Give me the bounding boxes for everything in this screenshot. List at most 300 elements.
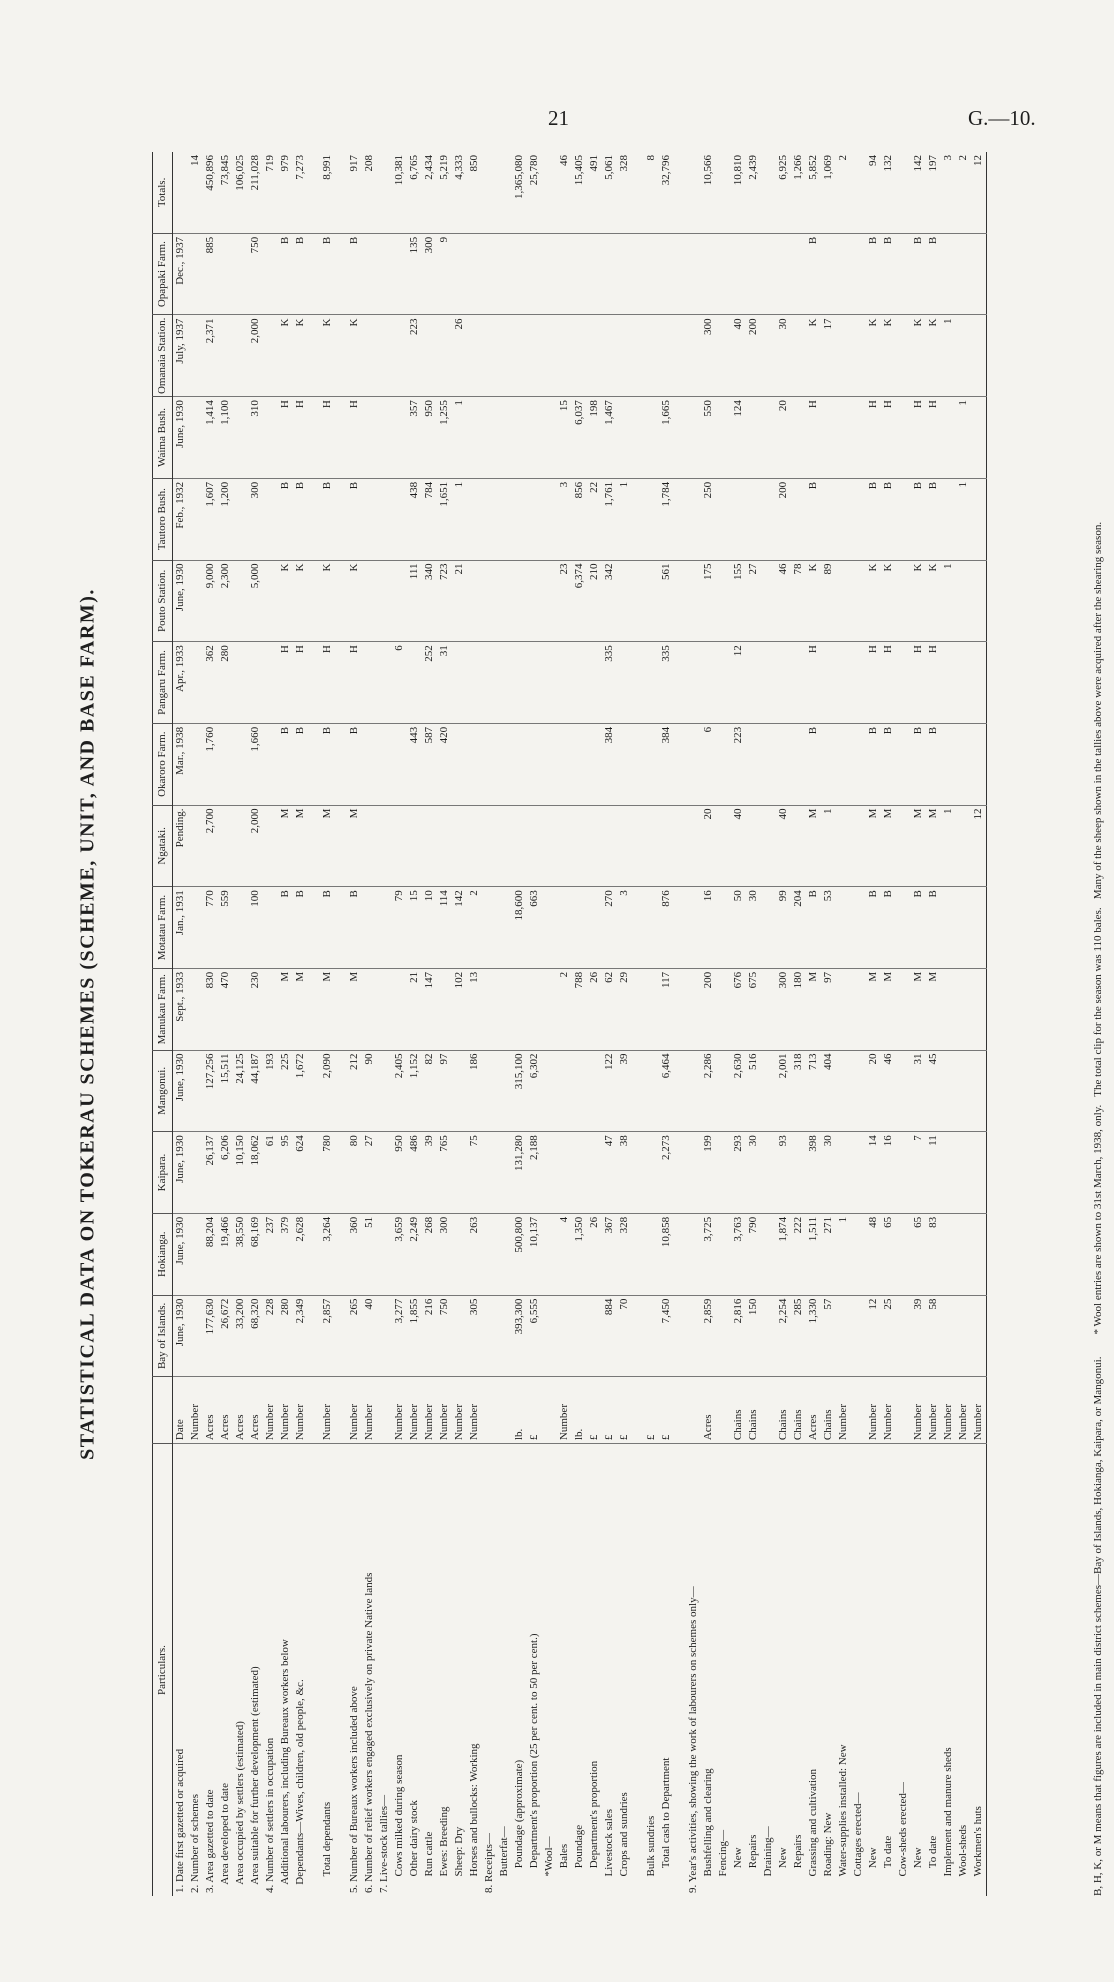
- value-cell: [233, 233, 248, 315]
- value-cell: [497, 968, 512, 1050]
- value-cell: [377, 887, 392, 969]
- row-label: Implement and manure sheds: [942, 1747, 954, 1893]
- value-cell: K: [320, 315, 335, 397]
- value-cell: [896, 1295, 911, 1377]
- value-cell: [482, 397, 497, 479]
- value-cell: 13: [467, 968, 482, 1050]
- unit-cell: [497, 1377, 512, 1444]
- value-cell: 2: [467, 887, 482, 969]
- value-cell: 6,765: [407, 152, 422, 233]
- value-cell: 624: [293, 1132, 308, 1214]
- value-cell: H: [293, 642, 308, 724]
- value-cell: M: [347, 805, 362, 887]
- unit-cell: Number: [392, 1377, 407, 1444]
- value-cell: [836, 397, 851, 479]
- value-cell: 222: [791, 1213, 806, 1295]
- value-cell: [452, 1050, 467, 1132]
- table-row: [188, 152, 203, 1896]
- value-cell: 3: [941, 152, 956, 233]
- value-cell: [716, 642, 731, 724]
- value-cell: [467, 478, 482, 560]
- value-cell: [896, 478, 911, 560]
- value-cell: 1: [956, 478, 971, 560]
- value-cell: [467, 723, 482, 805]
- value-cell: [956, 1213, 971, 1295]
- value-cell: [218, 805, 233, 887]
- value-cell: 228: [263, 1295, 278, 1377]
- value-cell: [233, 642, 248, 724]
- value-cell: [851, 1213, 866, 1295]
- unit-cell: Chains: [821, 1377, 836, 1444]
- value-cell: [674, 233, 686, 315]
- value-cell: [836, 1132, 851, 1214]
- value-cell: 438: [407, 478, 422, 560]
- value-cell: B: [320, 723, 335, 805]
- value-cell: [956, 1132, 971, 1214]
- table-row: [881, 152, 896, 1896]
- table-row: [278, 152, 293, 1896]
- value-cell: [941, 1050, 956, 1132]
- value-cell: [452, 1213, 467, 1295]
- value-cell: [761, 805, 776, 887]
- value-cell: 46: [557, 152, 572, 233]
- value-cell: [632, 397, 644, 479]
- column-header: Omanaia Station.: [153, 315, 173, 397]
- value-cell: [644, 1213, 659, 1295]
- value-cell: [233, 805, 248, 887]
- value-cell: 61: [263, 1132, 278, 1214]
- table-row: [362, 152, 377, 1896]
- value-cell: [632, 642, 644, 724]
- value-cell: [527, 315, 542, 397]
- value-cell: [956, 233, 971, 315]
- column-header: Tautoro Bush.: [153, 478, 173, 560]
- value-cell: [644, 1295, 659, 1377]
- row-label: Bushfelling and clearing: [702, 1768, 714, 1893]
- value-cell: 24,125: [233, 1050, 248, 1132]
- value-cell: [716, 152, 731, 233]
- value-cell: [512, 968, 527, 1050]
- value-cell: [422, 805, 437, 887]
- unit-cell: [308, 1377, 320, 1444]
- value-cell: B: [320, 478, 335, 560]
- value-cell: [632, 887, 644, 969]
- value-cell: [482, 805, 497, 887]
- value-cell: [602, 805, 617, 887]
- value-cell: 186: [467, 1050, 482, 1132]
- unit-cell: Acres: [233, 1377, 248, 1444]
- value-cell: 950: [392, 1132, 407, 1214]
- column-header: Mangonui.: [153, 1050, 173, 1132]
- value-cell: [482, 1050, 497, 1132]
- value-cell: B: [806, 723, 821, 805]
- value-cell: [674, 887, 686, 969]
- unit-cell: Number: [407, 1377, 422, 1444]
- value-cell: 198: [587, 397, 602, 479]
- value-cell: June, 1930: [173, 560, 189, 642]
- unit-cell: Chains: [791, 1377, 806, 1444]
- value-cell: M: [320, 805, 335, 887]
- value-cell: [362, 478, 377, 560]
- value-cell: 99: [776, 887, 791, 969]
- value-cell: [482, 723, 497, 805]
- value-cell: [956, 723, 971, 805]
- value-cell: [335, 1132, 347, 1214]
- value-cell: [674, 560, 686, 642]
- value-cell: [557, 723, 572, 805]
- value-cell: [821, 478, 836, 560]
- value-cell: [572, 1295, 587, 1377]
- value-cell: [896, 315, 911, 397]
- value-cell: [377, 478, 392, 560]
- value-cell: [716, 1213, 731, 1295]
- value-cell: 1: [956, 397, 971, 479]
- unit-cell: Number: [971, 1377, 987, 1444]
- value-cell: [335, 478, 347, 560]
- value-cell: [512, 642, 527, 724]
- value-cell: [497, 642, 512, 724]
- table-row: [263, 152, 278, 1896]
- value-cell: [335, 887, 347, 969]
- value-cell: 223: [731, 723, 746, 805]
- row-label: 8. Receipts—: [483, 1833, 495, 1893]
- value-cell: [836, 233, 851, 315]
- value-cell: 2,405: [392, 1050, 407, 1132]
- column-header: Hokianga.: [153, 1213, 173, 1295]
- value-cell: 1: [941, 315, 956, 397]
- value-cell: 25: [881, 1295, 896, 1377]
- unit-cell: Number: [422, 1377, 437, 1444]
- value-cell: [644, 478, 659, 560]
- table-row: [557, 152, 572, 1896]
- value-cell: [587, 1050, 602, 1132]
- value-cell: [188, 560, 203, 642]
- value-cell: [632, 152, 644, 233]
- value-cell: [896, 397, 911, 479]
- value-cell: 784: [422, 478, 437, 560]
- value-cell: 21: [452, 560, 467, 642]
- unit-cell: Number: [557, 1377, 572, 1444]
- value-cell: [686, 315, 701, 397]
- value-cell: [377, 233, 392, 315]
- value-cell: [482, 1295, 497, 1377]
- table-row: [776, 152, 791, 1896]
- value-cell: 3,763: [731, 1213, 746, 1295]
- value-cell: [851, 723, 866, 805]
- value-cell: [971, 233, 987, 315]
- value-cell: [956, 887, 971, 969]
- value-cell: 230: [248, 968, 263, 1050]
- value-cell: 1,874: [776, 1213, 791, 1295]
- value-cell: 38,550: [233, 1213, 248, 1295]
- row-label: Department's proportion: [588, 1760, 600, 1893]
- value-cell: 2,816: [731, 1295, 746, 1377]
- value-cell: [791, 397, 806, 479]
- value-cell: 73,845: [218, 152, 233, 233]
- table-row: [308, 152, 320, 1896]
- value-cell: [617, 805, 632, 887]
- value-cell: 3: [617, 887, 632, 969]
- value-cell: [308, 723, 320, 805]
- column-header: Pangaru Farm.: [153, 642, 173, 724]
- table-row: [851, 152, 866, 1896]
- value-cell: 559: [218, 887, 233, 969]
- row-label: [308, 1444, 320, 1896]
- value-cell: [956, 968, 971, 1050]
- value-cell: [716, 723, 731, 805]
- value-cell: 62: [602, 968, 617, 1050]
- value-cell: [377, 1213, 392, 1295]
- value-cell: 200: [776, 478, 791, 560]
- table-row: [701, 152, 716, 1896]
- value-cell: [761, 397, 776, 479]
- value-cell: 180: [791, 968, 806, 1050]
- value-cell: [557, 315, 572, 397]
- unit-cell: Number: [437, 1377, 452, 1444]
- row-label: Horses and bullocks: Working: [468, 1743, 480, 1893]
- value-cell: [602, 315, 617, 397]
- value-cell: [557, 1050, 572, 1132]
- value-cell: [716, 887, 731, 969]
- value-cell: [512, 315, 527, 397]
- table-row: [377, 152, 392, 1896]
- value-cell: 45: [926, 1050, 941, 1132]
- value-cell: H: [278, 642, 293, 724]
- value-cell: 27: [746, 560, 761, 642]
- value-cell: 15: [557, 397, 572, 479]
- unit-cell: Number: [926, 1377, 941, 1444]
- value-cell: [686, 1295, 701, 1377]
- value-cell: [587, 805, 602, 887]
- value-cell: [587, 233, 602, 315]
- value-cell: [632, 1132, 644, 1214]
- value-cell: [527, 968, 542, 1050]
- value-cell: 2,000: [248, 315, 263, 397]
- value-cell: [971, 1295, 987, 1377]
- value-cell: 335: [659, 642, 674, 724]
- value-cell: [761, 233, 776, 315]
- table-row: [926, 152, 941, 1896]
- value-cell: [497, 478, 512, 560]
- value-cell: [731, 478, 746, 560]
- value-cell: B: [293, 887, 308, 969]
- row-label: 3. Area gazetted to date: [204, 1789, 216, 1893]
- value-cell: 750: [248, 233, 263, 315]
- value-cell: K: [278, 315, 293, 397]
- value-cell: 367: [602, 1213, 617, 1295]
- value-cell: H: [806, 642, 821, 724]
- value-cell: 856: [572, 478, 587, 560]
- unit-cell: Number: [347, 1377, 362, 1444]
- value-cell: [587, 315, 602, 397]
- table-row: [233, 152, 248, 1896]
- table-row: [347, 152, 362, 1896]
- value-cell: [392, 478, 407, 560]
- value-cell: [248, 642, 263, 724]
- value-cell: 6,464: [659, 1050, 674, 1132]
- value-cell: [791, 1132, 806, 1214]
- value-cell: [956, 805, 971, 887]
- value-cell: [335, 1213, 347, 1295]
- value-cell: [761, 478, 776, 560]
- value-cell: Mar., 1938: [173, 723, 189, 805]
- value-cell: [362, 397, 377, 479]
- value-cell: 979: [278, 152, 293, 233]
- value-cell: [437, 805, 452, 887]
- row-label: Poundage (approximate): [513, 1759, 525, 1893]
- value-cell: [686, 723, 701, 805]
- unit-cell: [896, 1377, 911, 1444]
- value-cell: B: [347, 723, 362, 805]
- value-cell: [377, 560, 392, 642]
- value-cell: 285: [791, 1295, 806, 1377]
- unit-cell: [716, 1377, 731, 1444]
- unit-cell: [686, 1377, 701, 1444]
- value-cell: 10,810: [731, 152, 746, 233]
- value-cell: 16: [701, 887, 716, 969]
- value-cell: B: [278, 887, 293, 969]
- value-cell: 15: [407, 887, 422, 969]
- value-cell: [716, 478, 731, 560]
- value-cell: [377, 642, 392, 724]
- value-cell: [362, 887, 377, 969]
- value-cell: 3,659: [392, 1213, 407, 1295]
- value-cell: 950: [422, 397, 437, 479]
- value-cell: [836, 723, 851, 805]
- value-cell: [188, 642, 203, 724]
- value-cell: 20: [776, 397, 791, 479]
- value-cell: 3: [557, 478, 572, 560]
- value-cell: [971, 968, 987, 1050]
- value-cell: [527, 642, 542, 724]
- row-label: New: [777, 1847, 789, 1893]
- row-label: New: [912, 1847, 924, 1893]
- value-cell: [632, 478, 644, 560]
- value-cell: 175: [701, 560, 716, 642]
- value-cell: [497, 152, 512, 233]
- value-cell: [941, 397, 956, 479]
- value-cell: 4,333: [452, 152, 467, 233]
- value-cell: B: [911, 887, 926, 969]
- value-cell: [716, 560, 731, 642]
- value-cell: K: [347, 560, 362, 642]
- value-cell: 6,374: [572, 560, 587, 642]
- value-cell: 2,857: [320, 1295, 335, 1377]
- unit-cell: Number: [452, 1377, 467, 1444]
- value-cell: 2,300: [218, 560, 233, 642]
- column-header: Bay of Islands.: [153, 1295, 173, 1377]
- value-cell: [542, 233, 557, 315]
- value-cell: 1,200: [218, 478, 233, 560]
- value-cell: [452, 1295, 467, 1377]
- value-cell: [851, 478, 866, 560]
- row-label: Repairs: [747, 1834, 759, 1893]
- value-cell: [512, 805, 527, 887]
- value-cell: [572, 805, 587, 887]
- value-cell: 5,219: [437, 152, 452, 233]
- value-cell: 6,037: [572, 397, 587, 479]
- value-cell: [218, 315, 233, 397]
- value-cell: [233, 315, 248, 397]
- value-cell: [971, 887, 987, 969]
- value-cell: [335, 968, 347, 1050]
- value-cell: K: [911, 315, 926, 397]
- value-cell: [557, 805, 572, 887]
- value-cell: [941, 1295, 956, 1377]
- value-cell: 6,925: [776, 152, 791, 233]
- value-cell: [686, 1213, 701, 1295]
- value-cell: [941, 1213, 956, 1295]
- value-cell: [851, 152, 866, 233]
- value-cell: [482, 1132, 497, 1214]
- value-cell: 97: [821, 968, 836, 1050]
- value-cell: [467, 642, 482, 724]
- value-cell: [188, 1132, 203, 1214]
- table-row: [482, 152, 497, 1896]
- value-cell: B: [320, 887, 335, 969]
- value-cell: 723: [437, 560, 452, 642]
- value-cell: B: [320, 233, 335, 315]
- value-cell: 1,255: [437, 397, 452, 479]
- value-cell: B: [293, 233, 308, 315]
- value-cell: [674, 397, 686, 479]
- value-cell: [716, 233, 731, 315]
- value-cell: 200: [701, 968, 716, 1050]
- value-cell: [761, 642, 776, 724]
- value-cell: 713: [806, 1050, 821, 1132]
- value-cell: [941, 478, 956, 560]
- value-cell: [437, 315, 452, 397]
- value-cell: [836, 642, 851, 724]
- value-cell: B: [866, 233, 881, 315]
- value-cell: [686, 478, 701, 560]
- value-cell: [674, 152, 686, 233]
- value-cell: [836, 1050, 851, 1132]
- value-cell: 17: [821, 315, 836, 397]
- column-header: Kaipara.: [153, 1132, 173, 1214]
- page-number: 21: [548, 106, 569, 130]
- value-cell: [377, 397, 392, 479]
- table-row: [527, 152, 542, 1896]
- value-cell: 420: [437, 723, 452, 805]
- value-cell: [674, 478, 686, 560]
- value-cell: H: [320, 397, 335, 479]
- value-cell: [776, 233, 791, 315]
- value-cell: K: [911, 560, 926, 642]
- value-cell: [452, 805, 467, 887]
- value-cell: [686, 805, 701, 887]
- value-cell: K: [866, 560, 881, 642]
- value-cell: [218, 723, 233, 805]
- value-cell: [644, 233, 659, 315]
- column-header: Manukau Farm.: [153, 968, 173, 1050]
- value-cell: [716, 1050, 731, 1132]
- value-cell: 30: [746, 1132, 761, 1214]
- value-cell: 79: [392, 887, 407, 969]
- value-cell: 132: [881, 152, 896, 233]
- value-cell: M: [881, 968, 896, 1050]
- value-cell: [407, 642, 422, 724]
- table-row: [746, 152, 761, 1896]
- row-label: Ewes: Breeding: [438, 1806, 450, 1893]
- value-cell: [482, 560, 497, 642]
- value-cell: [497, 887, 512, 969]
- unit-cell: lb.: [512, 1377, 527, 1444]
- value-cell: 404: [821, 1050, 836, 1132]
- value-cell: M: [911, 805, 926, 887]
- value-cell: [542, 968, 557, 1050]
- value-cell: [896, 233, 911, 315]
